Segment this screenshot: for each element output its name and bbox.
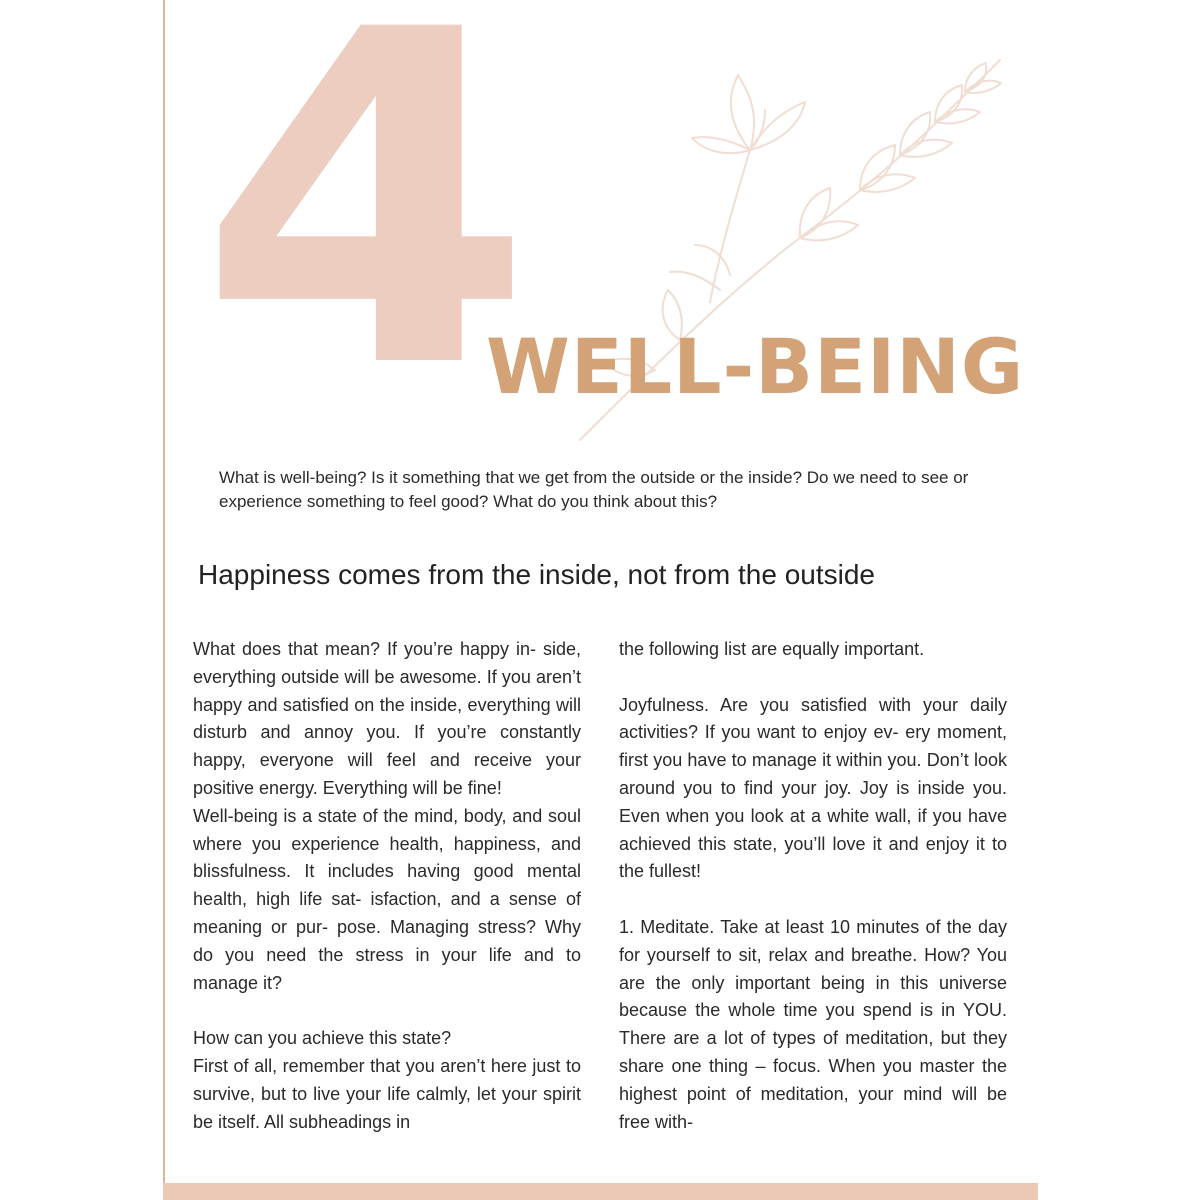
- section-subheading: Happiness comes from the inside, not from the outside: [198, 559, 876, 590]
- body-paragraph: the following list are equally important.: [619, 639, 925, 659]
- body-paragraph: How can you achieve this state?: [193, 1028, 452, 1049]
- body-paragraph: First of all, remember that you aren’t here just to survive, but to live your life calmly, let your spirit be itself. All subheadings in: [193, 1055, 581, 1132]
- page-edge-rule: [163, 0, 165, 1183]
- paragraph-spacer: [193, 997, 581, 1025]
- chapter-number: 4: [198, 0, 524, 469]
- bottom-color-band: [163, 1183, 1038, 1200]
- intro-paragraph: What is well-being? Is it something that we get from the outside or the inside? Do we need to see or experience something to feel good? What do you think about this?: [219, 468, 969, 511]
- paragraph-spacer: [619, 664, 1007, 692]
- body-paragraph: Joyfulness. Are you satisfied with your daily activities? If you want to enjoy ev- ery moment, first you have to manage it within you. Don’t look around you to find your joy. Joy is inside you. Even when you look at a white wall, if you have achieved this state, you’ll love it and enjoy it to the fullest!: [619, 694, 1007, 882]
- left-text-column: [193, 636, 581, 1136]
- body-paragraph: Well-being is a state of the mind, body, and soul where you experience health, happiness, and blissfulness. It includes having good mental health, high life sat- isfaction, and a sense of meaning or pur- pose. Managing stress? Why do you need the stress in your life and to manage it?: [193, 805, 581, 993]
- body-paragraph: 1. Meditate. Take at least 10 minutes of the day for yourself to sit, relax and breathe. How? You are the only important being in this universe because the whole time you spend is in YOU. There are a lot of types of meditation, but they share one thing – focus. When you master the highest point of meditation, your mind will be free with-: [619, 916, 1007, 1132]
- body-paragraph: What does that mean? If you’re happy in- side, everything outside will be awesome. If you aren’t happy and satisfied on the inside, everything will disturb and annoy you. If you’re constantly happy, everyone will feel and receive your positive energy. Everything will be fine!: [193, 639, 581, 798]
- right-text-column: [619, 636, 1007, 1136]
- paragraph-spacer: [619, 886, 1007, 914]
- chapter-title: WELL-BEING: [486, 322, 1025, 411]
